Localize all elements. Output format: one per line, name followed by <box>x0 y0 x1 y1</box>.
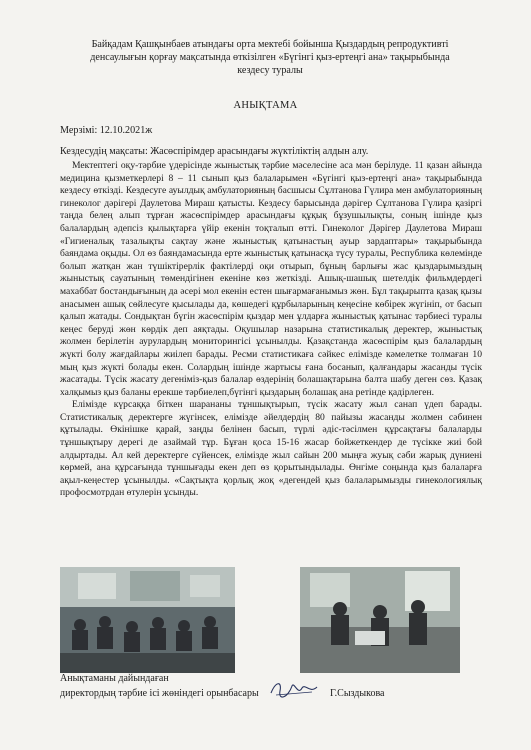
header-line-3: кездесу туралы <box>237 65 303 76</box>
date-value: 12.10.2021ж <box>99 125 153 136</box>
date-line <box>60 125 152 136</box>
document-header <box>60 38 480 77</box>
document-title: АНЫҚТАМА <box>233 100 298 111</box>
meeting-photo-classroom <box>60 567 235 673</box>
date-label: Мерзімі: <box>60 125 98 136</box>
body-paragraph-1: Мектептегі оқу-тәрбие үдерісінде жыныстық тәрбие мәселесіне аса мән берілуде. 11 қазан айында медицина қызметкерлері 8 – 11 сынып қыз балаларымен «Бүгінгі қыз-ертеңгі ана» тақырыбында кездесу өткізді. Кездесуге ауылдық амбулаторияның басшысы Сұлтанова Гүлира мен амбулаторияның гинеколог дәрігері Даулетова Мираш қатысты. Кездесу барысында дәрігер Сұлтанова Гүлира қазіргі таңда белең алып тұрған жасөспірімдер арасындағы құқық бұзушылықты, соның ішінде қыз балалардың әдепсіз қылықтарға үйір екенін тоқталып өтті. Гинеколог Дәрігер Даулетова Мираш «Гигиеналық тазалықты сақтау және жыныстық қатынастың ауыр зардаптары» тақырыбында баяндама оқыды. Ол өз баяндамасында ерте жыныстық қатынасқа түсу туралы, Республика көлемінде болып жатқан жан түшіктірерлік фактілерді оқи отырып, бұның барлығы жас қыздарымыздың жыныстық сауатының төмендігінен екеніне көз жеткізді. Ашық-шашық шетелдік фильмдердегі махаббат бостандығының да әсері мол екенін естен шығармағанымыз жөн. Бұл тақырыпта қазақ қызы анасымен ашық сөйлесуге қысылады да, көшедегі құрбыларының кеңесіне көбірек жүгініп, от басып қалып жатады. Сондықтан бүгін жасөспірім қыздар мен ұлдарға жыныстық қатынас тәрбиесі туралы кеңес беруді жөн көрдік деп аяқтады. Оқушылар назарына статистикалық деректер, жыныстық жолмен берілетін аурулардың мониторингісі ұсынылды. Қазақстанда жасөспірім қыз балалардың жүкті болу жағдайлары жиілеп барады. Ресми статистикаға сәйкес елімізде кәмелетке толмаған 10 мың қыз жүкті болады екен. Солардың ішінде жартысы ғана босанып, қалғандары жасанды түсік жасатады. Түсік жасату дегеніміз-қыз балалар өздерінің болашақтарына балта шабу деген сөз. Қазақ халқымыз қыз баланы ерекше тәрбиелеп,бүгінгі қыздарың болашақ ана ретінде қадірлеген. <box>60 160 482 398</box>
meeting-photo-office <box>300 567 460 673</box>
signer-position: директордың тәрбие ісі жөніндегі орынбасары <box>60 688 259 699</box>
signer-name: Г.Сыздыкова <box>330 688 385 699</box>
handwritten-signature <box>268 678 320 700</box>
meeting-purpose: Кездесудің мақсаты: Жасөспірімдер арасындағы жүктіліктің алдын алу. <box>60 146 369 157</box>
body-paragraph-2: Елімізде күрсаққа біткен шарананы тұншықтырып, түсік жасату жыл санап үдеп барады. Статистикалық деректерге жүгінсек, елімізде әйелдердің 80 пайызы жасанды жолмен сәбинен құтылады. Өкінішке қарай, заңды белінен басып, түрлі әдіс-тәсілмен құрсақтағы балаларды тұншықтыру дерегі де азаймай тұр. Бұған қоса 15-16 жасар бойжеткендер де түсікке жиі бой алдыртады. Ал кей деректерге сүйенсек, елімізде жыл сайын 200 мыңға жуық сәби жарық дүниені көрмей, ана құрсағында тұншығады екен деп өз қорытындылады. Өнгіме соңында қыз балаларға ақыл-кеңестер ұсынылды. «Сақтықта қорлық жоқ «дегендей қыз балаларымызды гинекологиялық профосмотрдан өтулерін ұсынды. <box>60 399 482 499</box>
document-body <box>60 160 482 500</box>
header-line-2: денсаулығын қорғау мақсатында өткізілген «Бүгінгі қыз-ертеңгі ана» тақырыбында <box>90 52 450 63</box>
prepared-by-label: Анықтаманы дайындаған <box>60 673 169 684</box>
header-line-1: Байқадам Қашқынбаев атындағы орта мектебі бойынша Қыздардың репродуктивті <box>91 39 449 50</box>
